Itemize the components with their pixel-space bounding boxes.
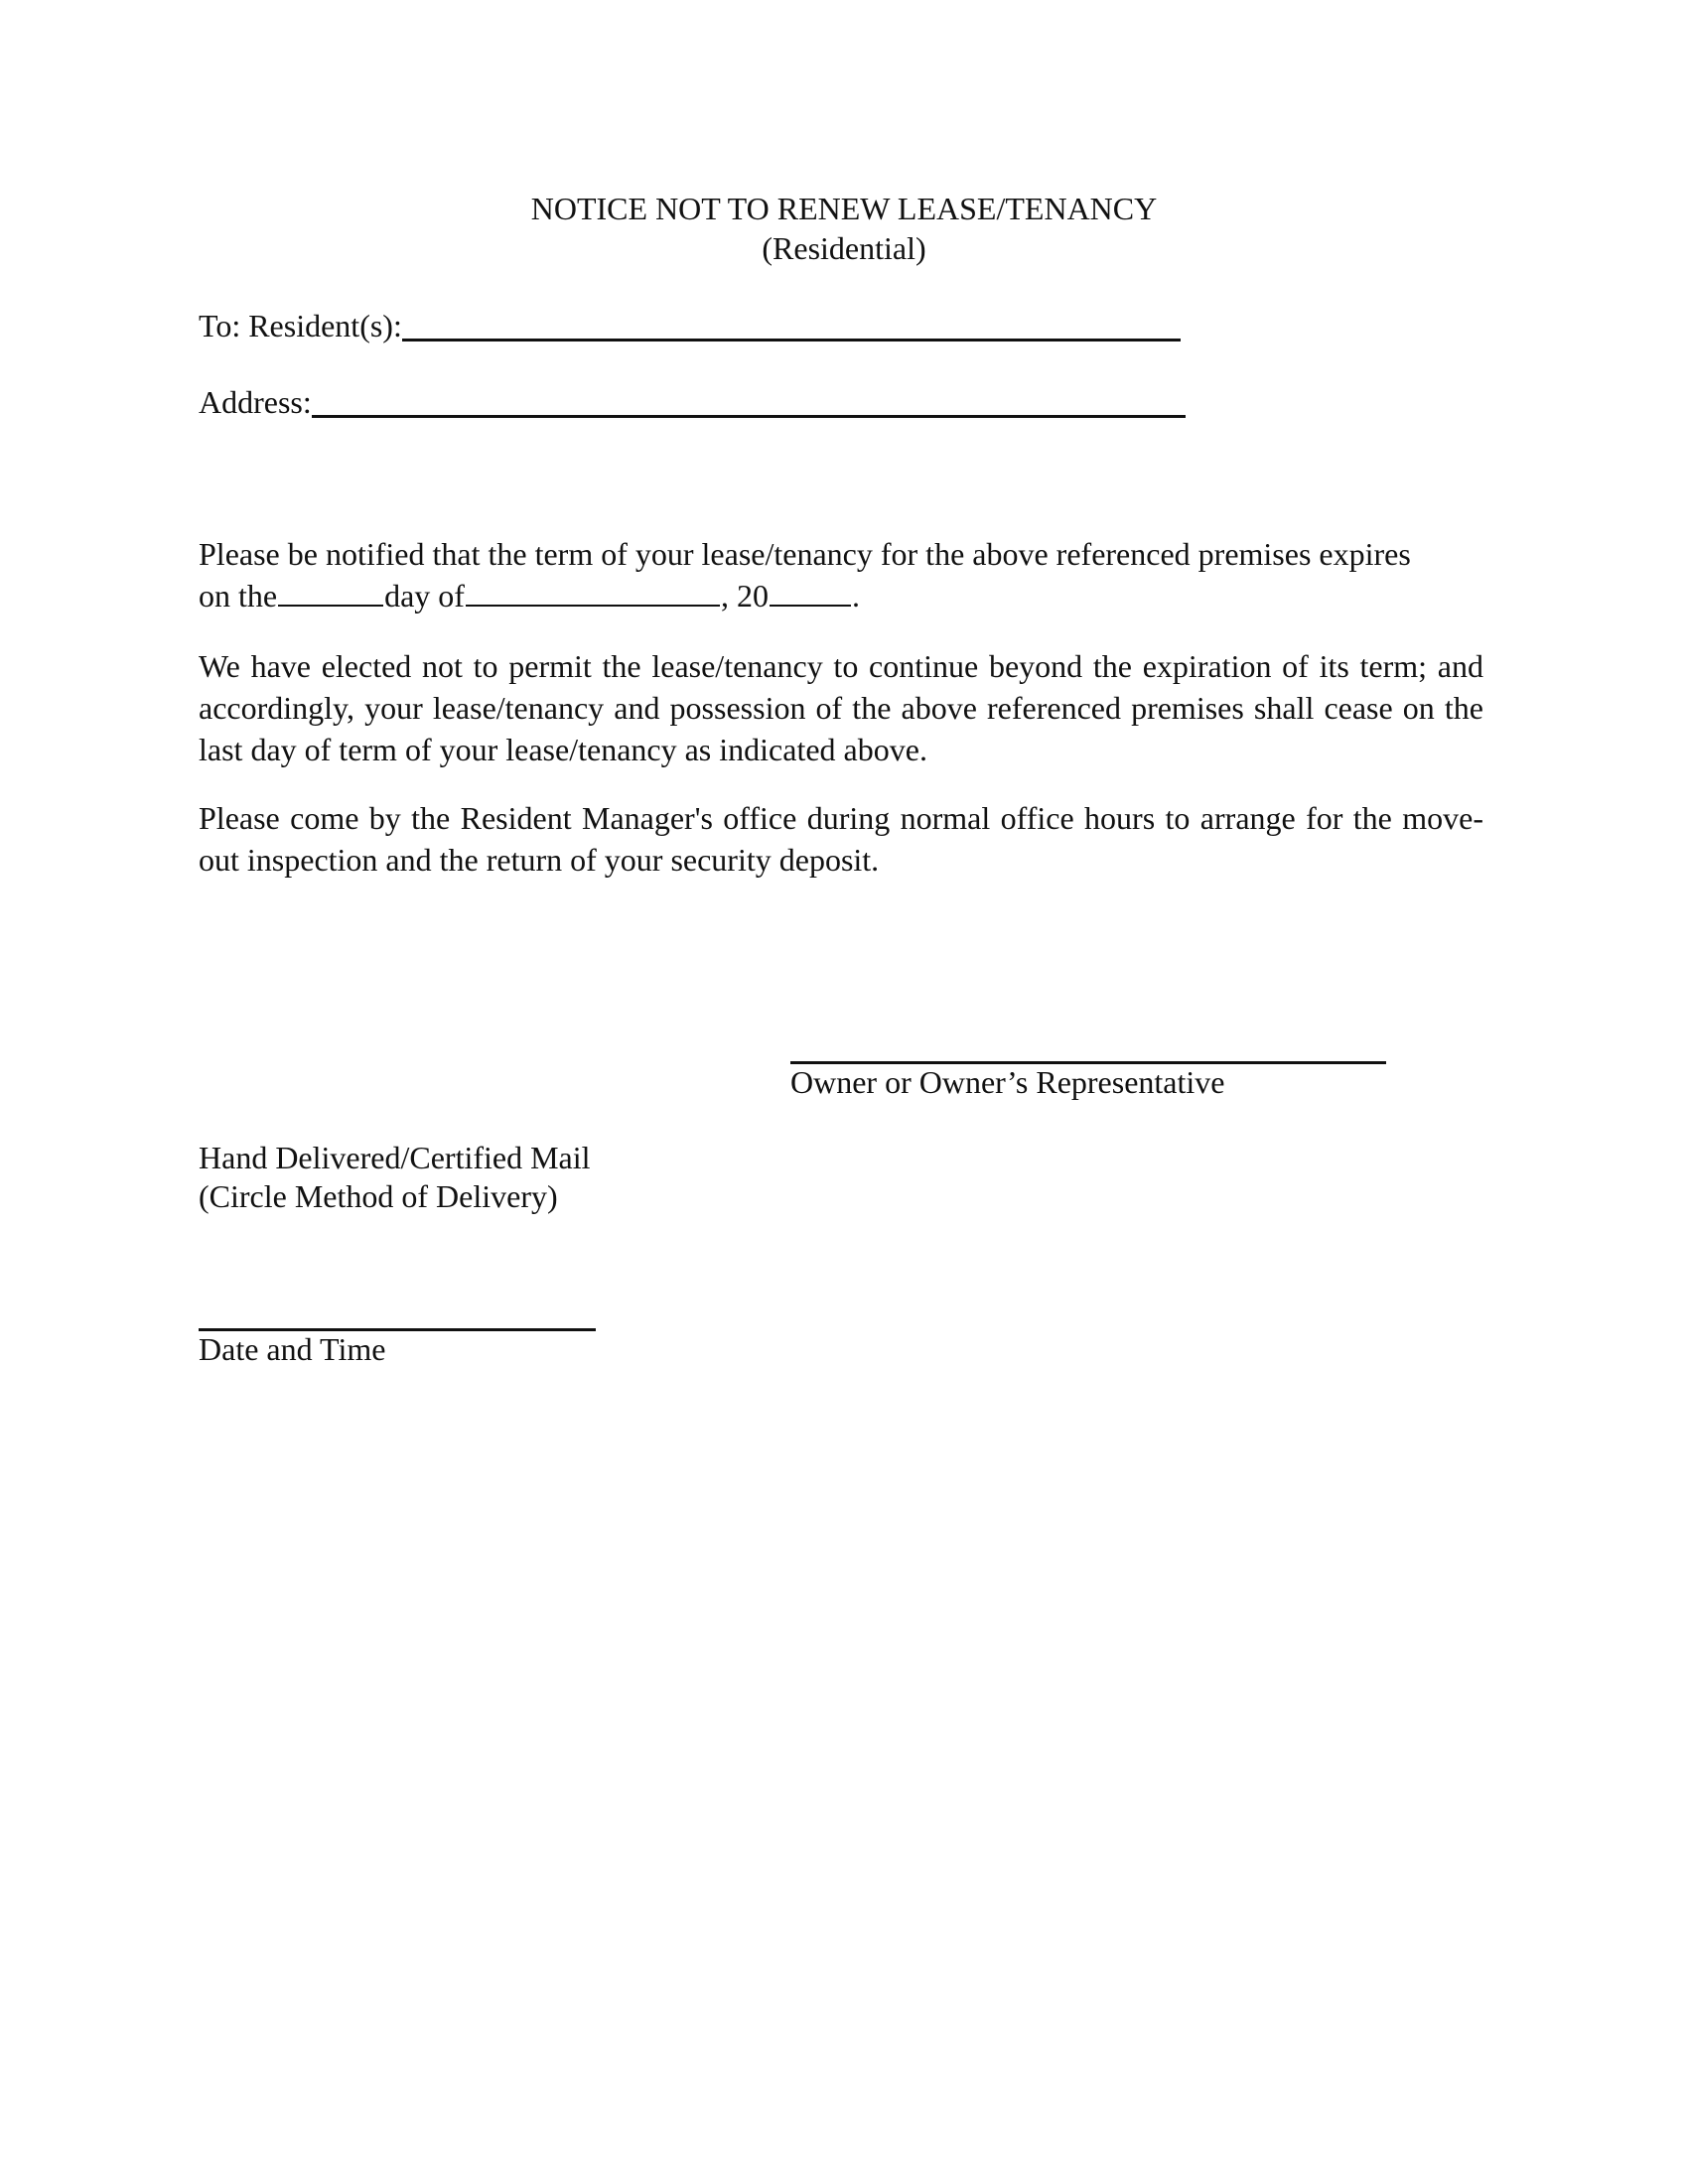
month-blank[interactable] — [466, 577, 720, 607]
address-label: Address: — [199, 384, 312, 420]
day-of-text: day of — [384, 578, 465, 614]
date-time-label: Date and Time — [199, 1331, 386, 1367]
address-field — [199, 382, 1186, 422]
year-prefix-text: , 20 — [720, 578, 769, 614]
resident-blank[interactable] — [402, 309, 1181, 341]
notice-header — [0, 189, 1688, 268]
day-blank[interactable] — [278, 577, 383, 607]
on-the-text: on the — [199, 578, 278, 614]
paragraph-move-out: Please come by the Resident Manager's office during normal office hours to arrange for the move-out inspection and the return of your security deposit. — [199, 800, 1483, 878]
owner-signature-label: Owner or Owner’s Representative — [790, 1064, 1225, 1100]
paragraph-expiration-line1: Please be notified that the term of your lease/tenancy for the above referenced premises expires — [199, 536, 1411, 572]
paragraph-expiration — [199, 533, 1483, 616]
notice-title: NOTICE NOT TO RENEW LEASE/TENANCY — [530, 191, 1158, 226]
delivery-method: Hand Delivered/Certified Mail — [199, 1140, 591, 1175]
resident-label: To: Resident(s): — [199, 308, 402, 343]
period-text: . — [851, 578, 860, 614]
delivery-instruction: (Circle Method of Delivery) — [199, 1178, 558, 1214]
address-blank[interactable] — [312, 385, 1186, 418]
paragraph-expiration-line2 — [199, 575, 1483, 616]
resident-field — [199, 306, 1181, 345]
year-blank[interactable] — [770, 577, 851, 607]
notice-subtitle: (Residential) — [762, 230, 926, 266]
paragraph-election: We have elected not to permit the lease/tenancy to continue beyond the expiration of its term; and accordingly, your lease/tenancy and possession of the above referenced premises shall cease on the last day of term of your lease/tenancy as indicated above. — [199, 648, 1483, 767]
